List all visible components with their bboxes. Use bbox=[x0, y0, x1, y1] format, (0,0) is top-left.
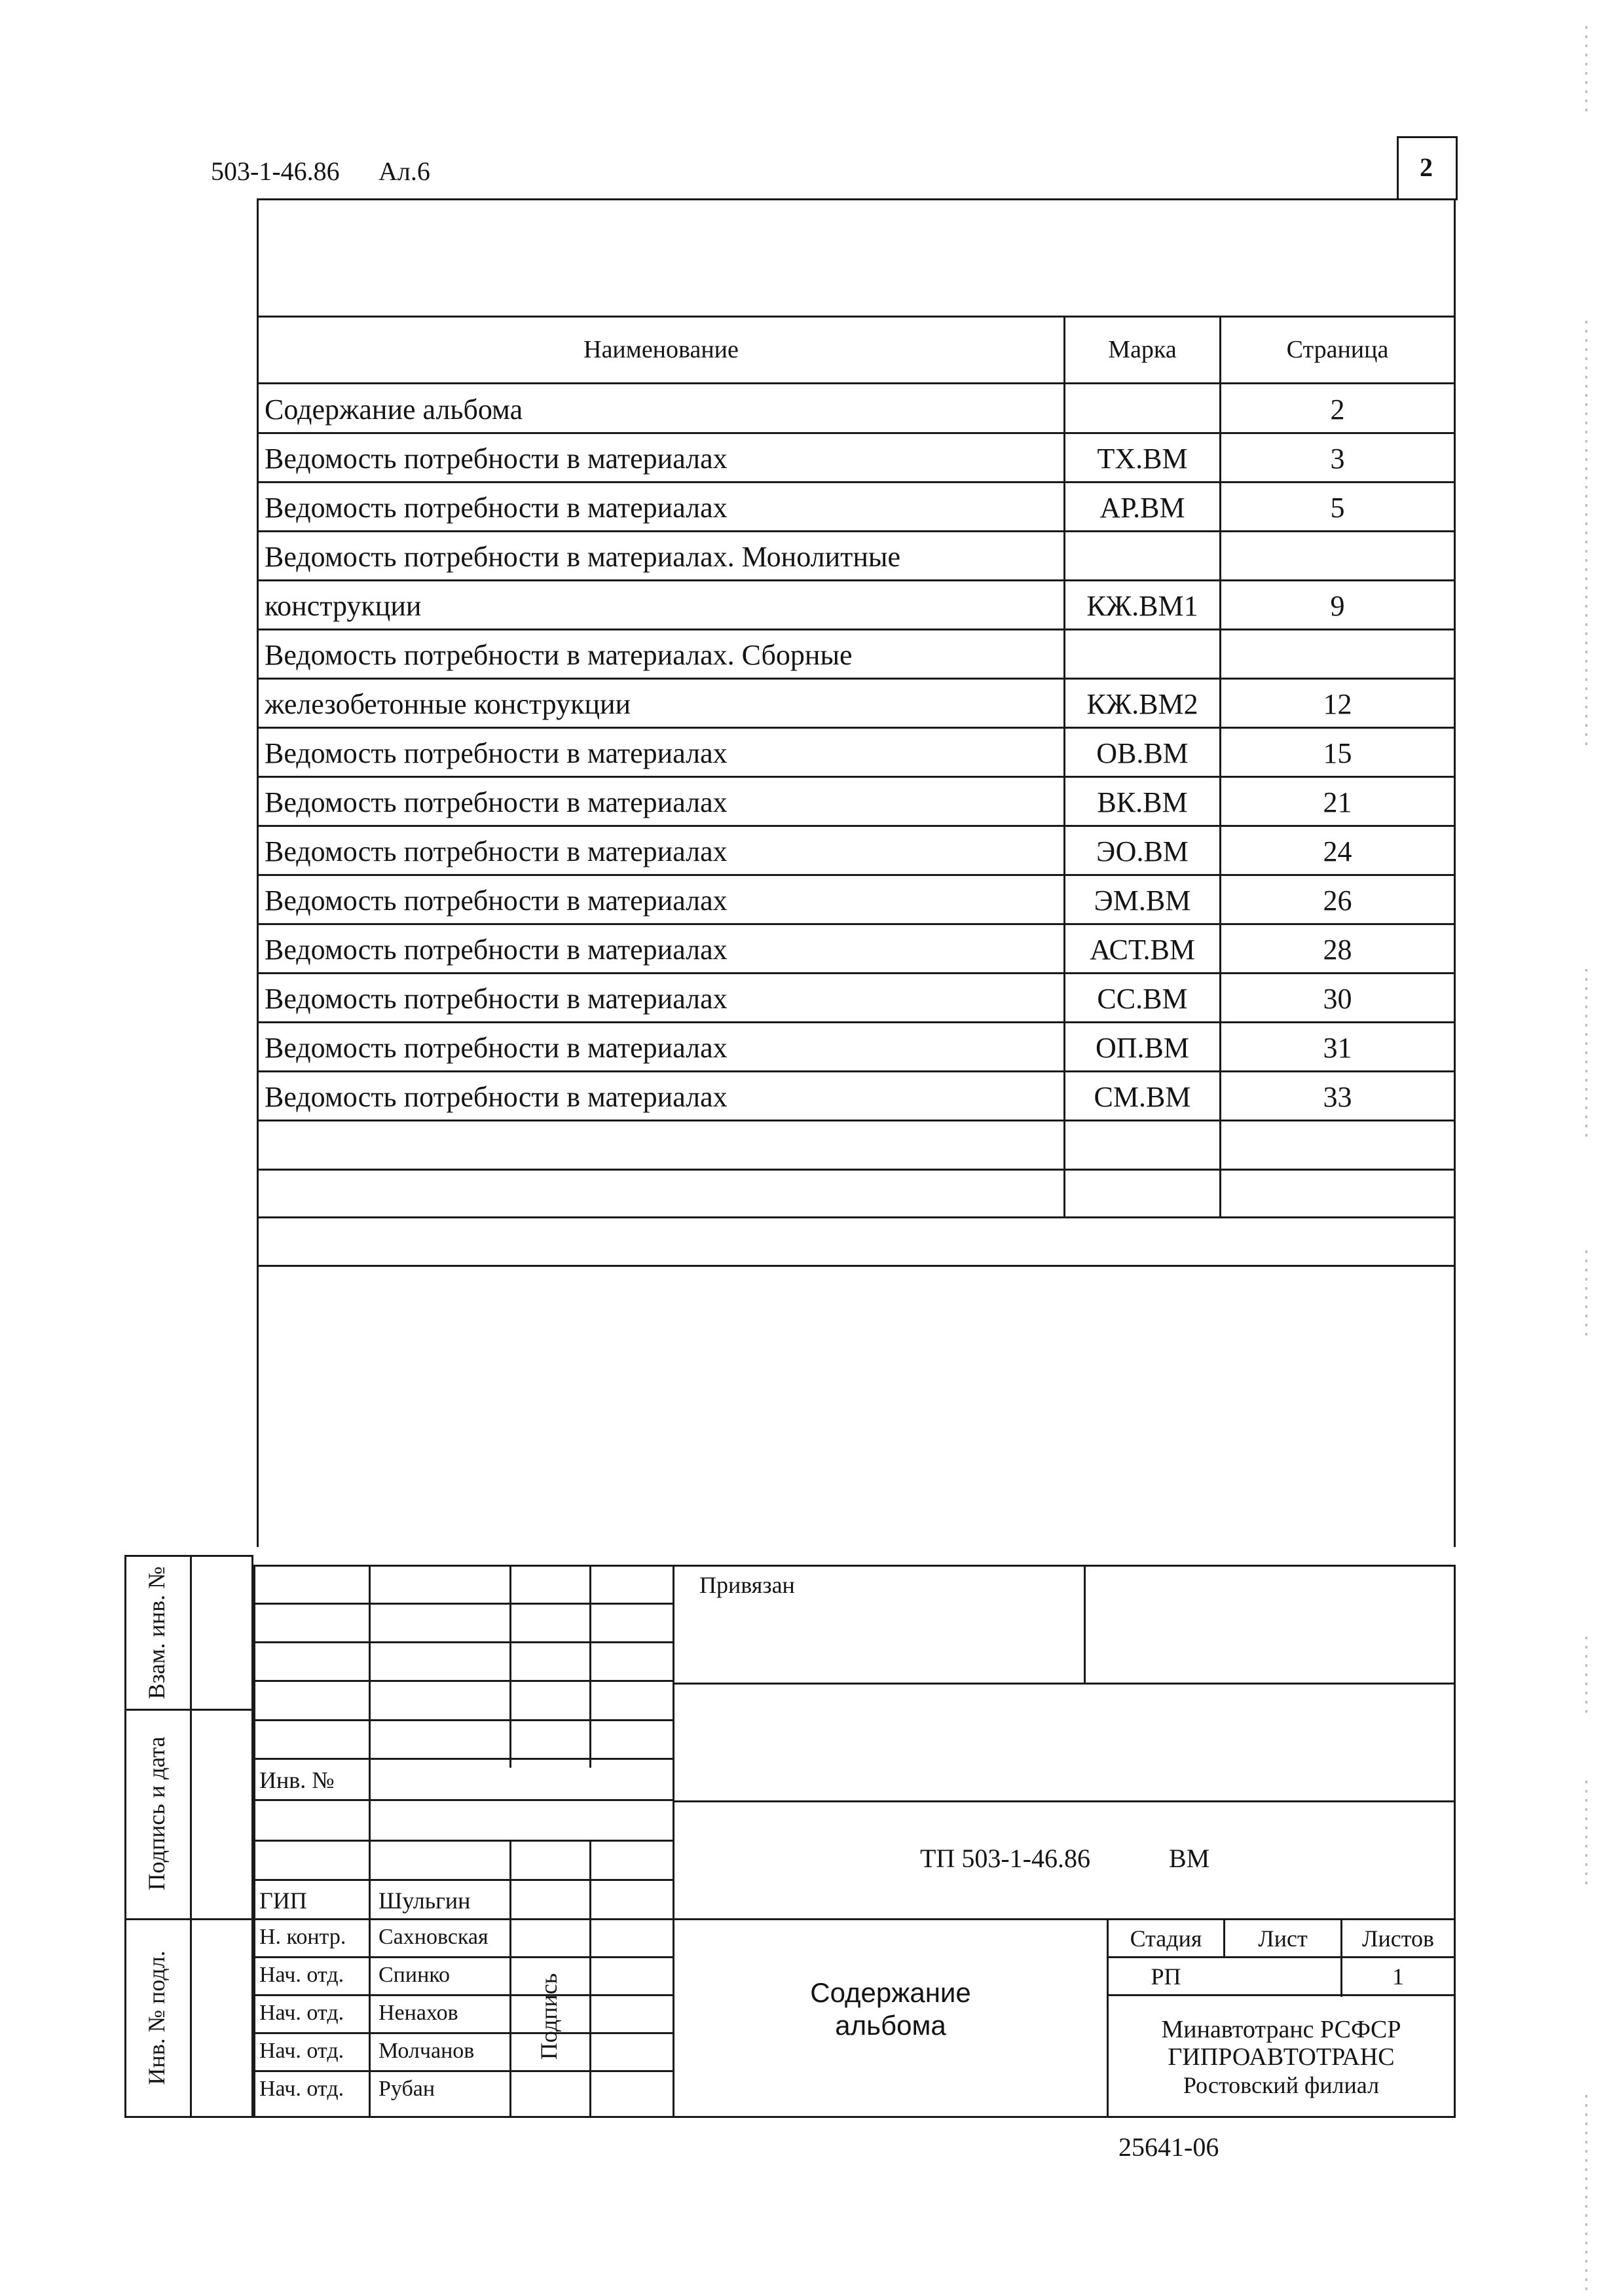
table-row-page: 31 bbox=[1323, 1032, 1352, 1064]
doc-mark: ВМ bbox=[1169, 1844, 1210, 1873]
table-row-name: Ведомость потребности в материалах. Сборные bbox=[265, 639, 853, 671]
role-label: Н. контр. bbox=[259, 1925, 346, 1949]
scan-artifact bbox=[1585, 1781, 1587, 1886]
org-line3: Ростовский филиал bbox=[1183, 2072, 1380, 2098]
table-row-mark: ОП.ВМ bbox=[1095, 1032, 1190, 1064]
table-row-mark: КЖ.ВМ2 bbox=[1086, 688, 1198, 720]
table-row-name: железобетонные конструкции bbox=[265, 688, 631, 720]
sheets-label: Листов bbox=[1362, 1925, 1434, 1952]
table-row-page: 5 bbox=[1330, 492, 1345, 524]
doc-code: 503-1-46.86 bbox=[211, 156, 340, 186]
table-row-mark: КЖ.ВМ1 bbox=[1086, 590, 1198, 622]
table-row-mark: СС.ВМ bbox=[1097, 983, 1188, 1015]
table-row-page: 3 bbox=[1330, 443, 1345, 475]
orig-inv-label: Инв. № подл. bbox=[143, 1950, 170, 2085]
table-row-name: Ведомость потребности в материалах bbox=[265, 443, 728, 475]
scan-artifact bbox=[1585, 1637, 1587, 1715]
role-name: Молчанов bbox=[378, 2039, 475, 2063]
inv-no-label: Инв. № bbox=[259, 1767, 335, 1793]
org-line2: ГИПРОАВТОТРАНС bbox=[1168, 2043, 1395, 2071]
scan-artifact bbox=[1585, 969, 1587, 1139]
sign-date-label: Подпись и дата bbox=[143, 1736, 170, 1891]
role-label: Нач. отд. bbox=[259, 2001, 344, 2025]
table-row-page: 12 bbox=[1323, 688, 1352, 720]
scan-artifact bbox=[1585, 1250, 1587, 1336]
table-row-page: 9 bbox=[1330, 590, 1345, 622]
bound-to-label: Привязан bbox=[699, 1572, 795, 1598]
table-row-mark: ТХ.ВМ bbox=[1097, 443, 1188, 475]
table-row-page: 15 bbox=[1323, 737, 1352, 769]
role-name: Шульгин bbox=[378, 1887, 471, 1914]
archive-number: 25641-06 bbox=[1118, 2132, 1219, 2162]
table-row-name: Ведомость потребности в материалах bbox=[265, 737, 728, 769]
table-row-name: Ведомость потребности в материалах. Монолитные bbox=[265, 541, 900, 573]
sheet-title-line1: Содержание bbox=[810, 1977, 971, 2008]
table-row-name: Содержание альбома bbox=[265, 393, 523, 426]
table-row-mark: СМ.ВМ bbox=[1094, 1081, 1191, 1113]
sheet-number: 2 bbox=[1420, 153, 1433, 182]
album-label: Ал.6 bbox=[378, 156, 430, 186]
role-name: Рубан bbox=[378, 2077, 435, 2101]
table-row-mark: ЭО.ВМ bbox=[1096, 835, 1189, 867]
table-row-page: 2 bbox=[1330, 393, 1345, 426]
stage-label: Стадия bbox=[1130, 1925, 1202, 1952]
table-row-mark: ОВ.ВМ bbox=[1096, 737, 1189, 769]
column-header-page: Страница bbox=[1286, 336, 1389, 363]
scan-artifact bbox=[1585, 2095, 1587, 2291]
table-row-name: Ведомость потребности в материалах bbox=[265, 1032, 728, 1064]
table-row-mark: ВК.ВМ bbox=[1097, 786, 1188, 818]
role-label: Нач. отд. bbox=[259, 1963, 344, 1987]
table-row-name: Ведомость потребности в материалах bbox=[265, 492, 728, 524]
sheet-title-line2: альбома bbox=[835, 2010, 946, 2041]
table-row-mark: АР.ВМ bbox=[1099, 492, 1185, 524]
role-label: Нач. отд. bbox=[259, 2039, 344, 2063]
column-header-name: Наименование bbox=[583, 336, 739, 363]
signature-label: Подпись bbox=[536, 1973, 562, 2060]
role-label: ГИП bbox=[259, 1887, 307, 1914]
stage-value: РП bbox=[1151, 1963, 1181, 1990]
table-row-name: Ведомость потребности в материалах bbox=[265, 884, 728, 917]
sheets-value: 1 bbox=[1392, 1963, 1404, 1990]
scan-artifact bbox=[1585, 26, 1587, 118]
table-row-name: Ведомость потребности в материалах bbox=[265, 786, 728, 818]
org-line1: Минавтотранс РСФСР bbox=[1161, 2016, 1401, 2043]
role-name: Спинко bbox=[378, 1963, 451, 1987]
role-name: Сахновская bbox=[378, 1925, 489, 1949]
table-row-page: 28 bbox=[1323, 934, 1352, 966]
table-row-page: 33 bbox=[1323, 1081, 1352, 1113]
table-row-name: Ведомость потребности в материалах bbox=[265, 934, 728, 966]
table-row-page: 26 bbox=[1323, 884, 1352, 917]
column-header-mark: Марка bbox=[1108, 336, 1177, 363]
table-row-mark: АСТ.ВМ bbox=[1090, 934, 1195, 966]
table-row-name: Ведомость потребности в материалах bbox=[265, 983, 728, 1015]
table-row-page: 21 bbox=[1323, 786, 1352, 818]
table-row-page: 24 bbox=[1323, 835, 1352, 867]
table-row-mark: ЭМ.ВМ bbox=[1094, 884, 1191, 917]
role-label: Нач. отд. bbox=[259, 2077, 344, 2101]
role-name: Ненахов bbox=[378, 2001, 458, 2025]
table-row-name: Ведомость потребности в материалах bbox=[265, 835, 728, 867]
table-row-name: конструкции bbox=[265, 590, 422, 622]
table-row-page: 30 bbox=[1323, 983, 1352, 1015]
table-row-name: Ведомость потребности в материалах bbox=[265, 1081, 728, 1113]
scan-artifact bbox=[1585, 321, 1587, 746]
sheet-label: Лист bbox=[1258, 1925, 1308, 1952]
replaced-inv-label: Взам. инв. № bbox=[143, 1566, 170, 1700]
doc-designation: ТП 503-1-46.86 bbox=[920, 1844, 1090, 1873]
